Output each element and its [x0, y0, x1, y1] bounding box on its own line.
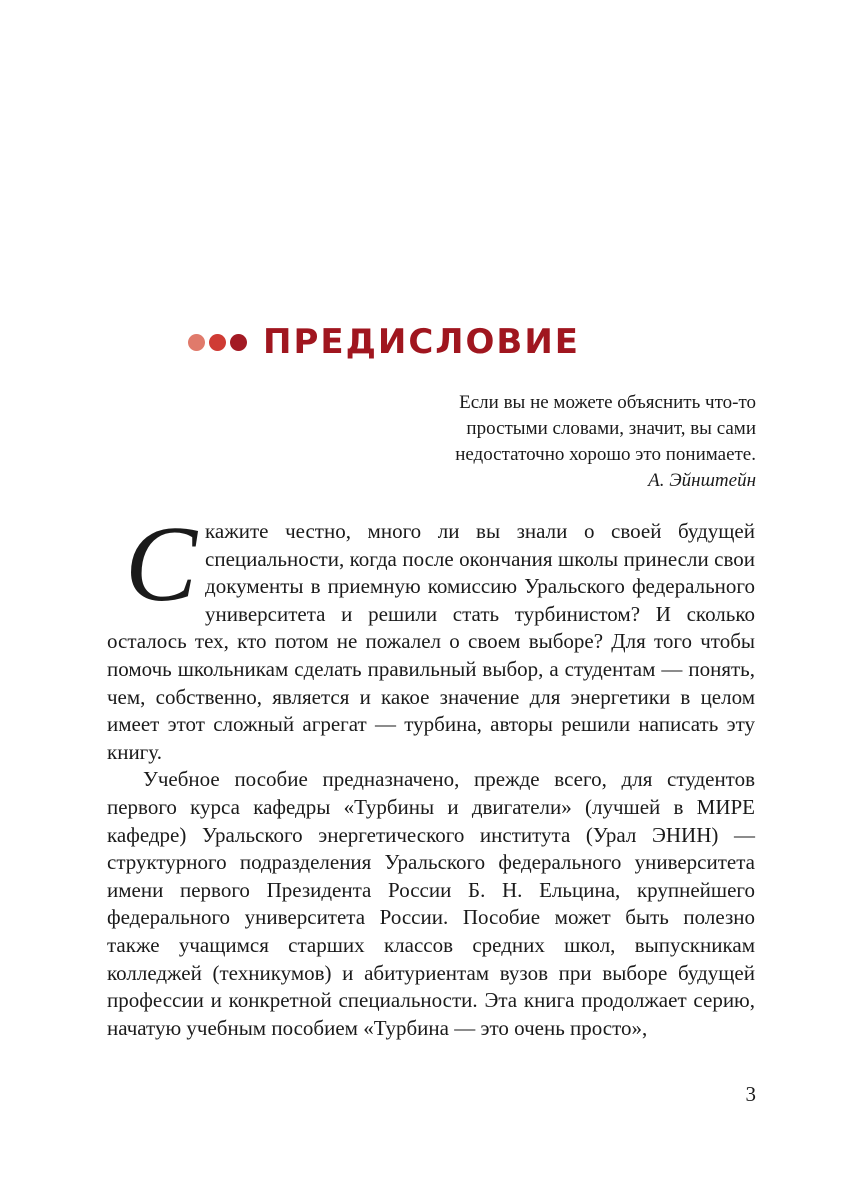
paragraph: [107, 766, 755, 1042]
dot-icon: [230, 334, 247, 351]
epigraph-line: недостаточно хорошо это понимаете.: [455, 444, 756, 465]
paragraph: [107, 505, 755, 766]
epigraph: [336, 390, 756, 494]
epigraph-line: простыми словами, значит, вы сами: [466, 418, 756, 439]
body-text: [107, 505, 755, 1042]
epigraph-line: Если вы не можете объяснить что-то: [459, 392, 756, 413]
paragraph-text: кажите честно, много ли вы знали о своей будущей специальности, когда после окончания школы принесли свои документы в приемную комиссию Уральского федерального университета и решили стать турбинистом? И сколько осталось тех, кто потом не пожалел о своем выборе? Для того чтобы помочь школьникам сделать правильный выбор, а студентам — понять, чем, собственно, является и какое значение для энергетики в целом имеет этот сложный агрегат — турбина, авторы решили написать эту книгу.: [107, 519, 755, 764]
epigraph-author: А. Эйнштейн: [648, 470, 756, 491]
dot-icon: [188, 334, 205, 351]
section-heading: [188, 318, 580, 366]
dot-icon: [209, 334, 226, 351]
decorative-dots: [188, 334, 247, 351]
page-title: ПРЕДИСЛОВИЕ: [263, 322, 581, 362]
paragraph-text: Учебное пособие предназначено, прежде всего, для студентов первого курса кафедры «Турбины и двигатели» (лучшей в МИРЕ кафедре) Уральского энергетического института (Урал ЭНИН) — структурного подразделения Уральского федерального университета имени первого Президента России Б. Н. Ельцина, крупнейшего федерального университета России. Пособие может быть полезно также учащимся старших классов средних школ, выпускникам колледжей (техникумов) и абитуриентам вузов при выборе будущей профессии и конкретной специальности. Эта книга продолжает серию, начатую учебным пособием «Турбина — это очень просто»,: [107, 767, 755, 1040]
drop-cap: С: [125, 505, 198, 624]
page-number: 3: [745, 1082, 756, 1106]
